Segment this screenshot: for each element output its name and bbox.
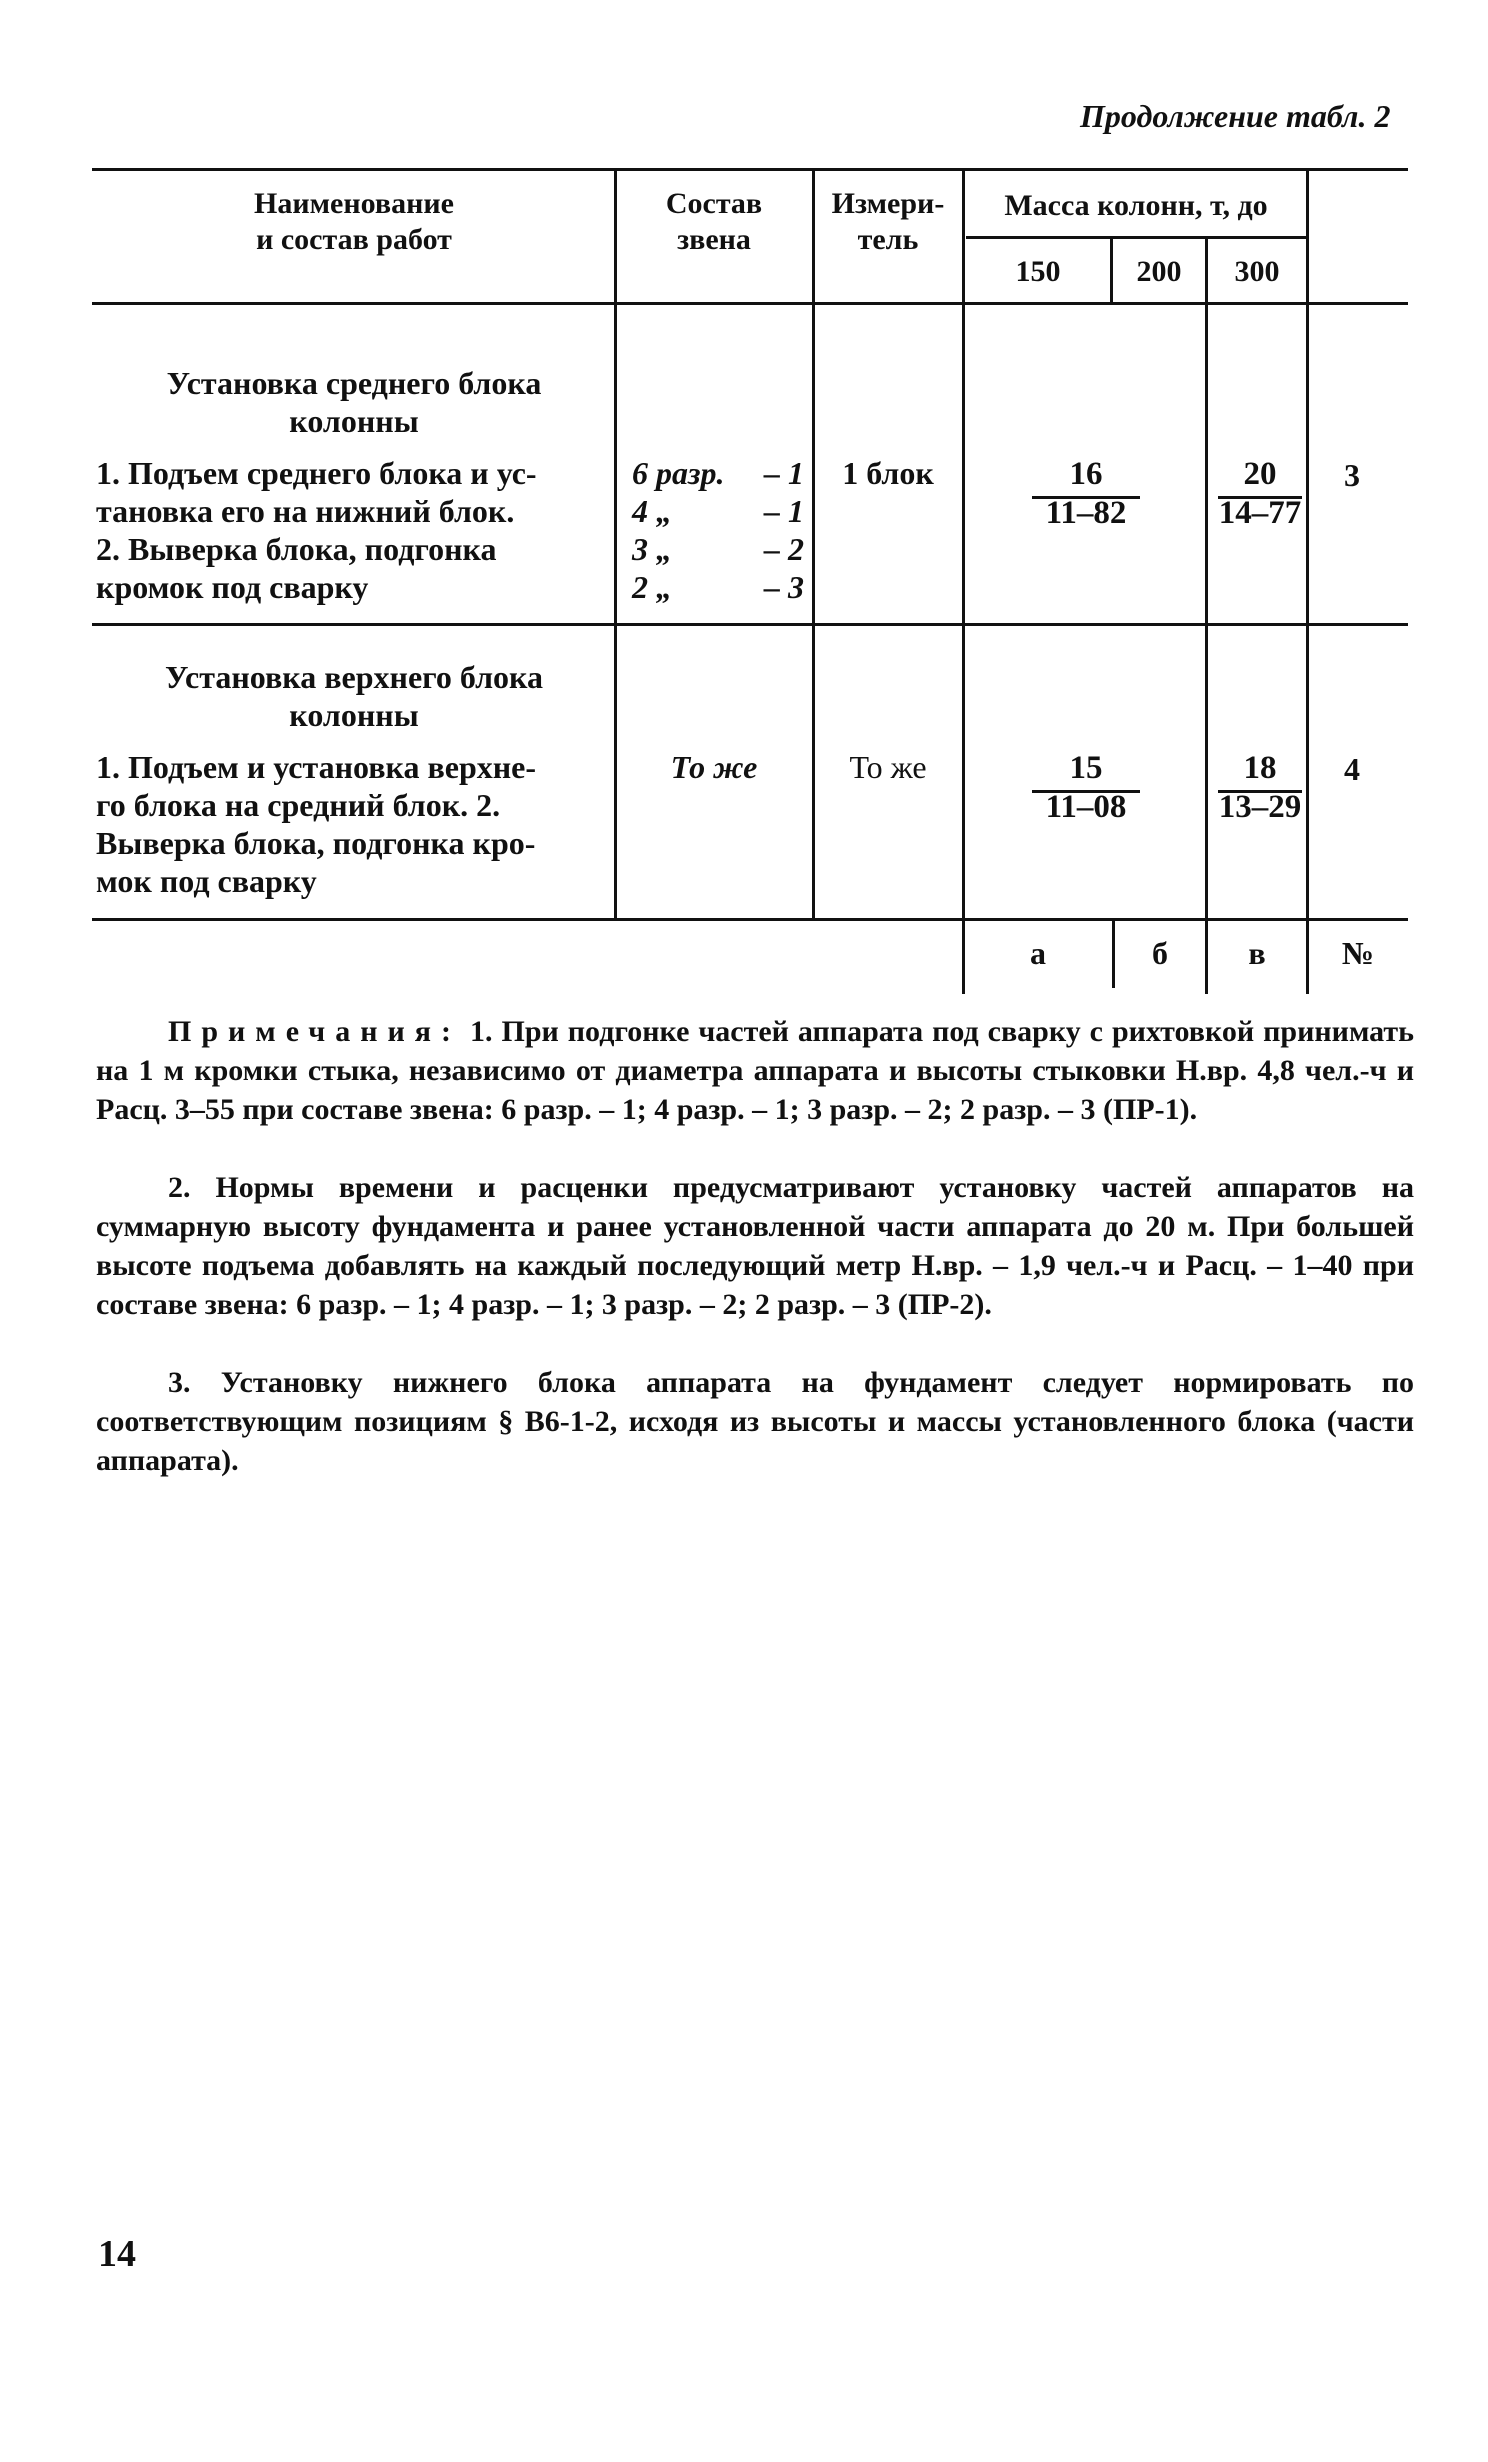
row1-title-line1: Установка среднего блока: [166, 365, 542, 401]
header-bottom-rule: [92, 302, 1408, 305]
row-divider-rule: [92, 623, 1408, 626]
col-divider-3: [962, 168, 965, 994]
crew-count: – 1: [764, 493, 804, 529]
row2-title-line2: колонны: [289, 697, 419, 733]
col-divider-1: [614, 168, 617, 920]
crew-count: – 2: [764, 531, 804, 567]
header-crew-line2: звена: [677, 223, 751, 256]
mass-header-rule: [966, 236, 1306, 239]
col-divider-5: [1205, 236, 1208, 994]
crew-line: [632, 492, 804, 530]
header-name: [96, 186, 612, 258]
header-unit-line2: тель: [857, 223, 919, 256]
footer-col-v: в: [1248, 935, 1266, 971]
header-unit-line1: Измери-: [831, 187, 945, 220]
row1-value-150: [1032, 454, 1140, 533]
header-mass-150: 150: [1015, 255, 1061, 288]
row2-title-line1: Установка верхнего блока: [165, 659, 543, 695]
row2-work-line: го блока на средний блок. 2.: [96, 787, 501, 823]
row1-norm-150: 16: [1069, 456, 1103, 492]
page-number: 14: [98, 2233, 136, 2275]
row1-crew: [632, 454, 804, 606]
col-divider-2: [812, 168, 815, 920]
header-mass: Масса колонн, т, до: [1004, 189, 1268, 222]
crew-grade: 3 „: [632, 531, 672, 567]
note-3: 3. Установку нижнего блока аппарата на фундамент следует нормировать по соответствующим позициям § В6-1-2, исходя из высоты и массы установленного блока (части аппарата).: [96, 1366, 1414, 1477]
row1-title: [96, 364, 612, 440]
row1-value-300: [1218, 454, 1302, 533]
crew-line: [632, 454, 804, 492]
header-mass-300: 300: [1234, 255, 1280, 288]
footer-col-a: а: [1030, 935, 1046, 971]
row2-work-description: [96, 748, 612, 900]
row1-work-line: 2. Выверка блока, подгонка: [96, 531, 497, 567]
header-mass-200: 200: [1136, 255, 1182, 288]
header-crew-line1: Состав: [665, 187, 763, 220]
header-crew: [618, 186, 810, 258]
row1-work-line: кромок под сварку: [96, 569, 369, 605]
row2-work-line: Выверка блока, подгонка кро-: [96, 825, 536, 861]
footer-col-b: б: [1152, 935, 1168, 971]
note-2: 2. Нормы времени и расценки предусматривают установку частей аппаратов на суммарную высоту фундамента и ранее установленной части аппарата до 20 м. При большей высоте подъема добавлять на каждый последующий метр Н.вр. – 1,9 чел.-ч и Расц. – 1–40 при составе звена: 6 разр. – 1; 4 разр. – 1; 3 разр. – 2; 2 разр. – 3 (ПР-2).: [96, 1171, 1414, 1321]
crew-line: [632, 530, 804, 568]
header-unit: [816, 186, 960, 258]
row2-title: [96, 658, 612, 734]
crew-count: – 1: [764, 455, 804, 491]
col-divider-6: [1306, 168, 1309, 994]
row2-work-line: мок под сварку: [96, 863, 317, 899]
row2-norm-150: 15: [1069, 750, 1103, 786]
crew-grade: 6 разр.: [632, 455, 725, 491]
row1-title-line2: колонны: [289, 403, 419, 439]
row1-work-line: 1. Подъем среднего блока и ус-: [96, 455, 537, 491]
row2-rate-300: 13–29: [1218, 789, 1302, 825]
row1-norm-300: 20: [1243, 456, 1277, 492]
row2-value-300: [1218, 748, 1302, 827]
row2-work-line: 1. Подъем и установка верхне-: [96, 749, 537, 785]
footer-col-no: №: [1341, 935, 1375, 971]
row2-rate-150: 11–08: [1045, 789, 1127, 825]
table-continuation-caption: Продолжение табл. 2: [1080, 98, 1391, 134]
row1-work-line: тановка его на нижний блок.: [96, 493, 515, 529]
crew-line: [632, 568, 804, 606]
notes-label: Примечания:: [168, 1015, 462, 1048]
row2-number: 4: [1344, 751, 1360, 787]
row1-rate-150: 11–82: [1045, 495, 1127, 531]
row1-rate-300: 14–77: [1218, 495, 1302, 531]
row2-norm-300: 18: [1243, 750, 1277, 786]
table-bottom-rule: [92, 918, 1408, 921]
crew-count: – 3: [764, 569, 804, 605]
header-name-line2: и состав работ: [256, 223, 452, 256]
row2-unit: То же: [849, 749, 927, 785]
header-name-line1: Наименование: [254, 187, 454, 220]
row1-number: 3: [1344, 457, 1360, 493]
row1-work-description: [96, 454, 612, 606]
row2-crew-same: То же: [670, 749, 758, 785]
note-1-text: 1. При подгонке частей аппарата под сварку с рихтовкой принимать на 1 м кромки стыка, независимо от диаметра аппарата и высоты стыковки Н.вр. 4,8 чел.-ч и Расц. 3–55 при составе звена: 6 разр. – 1; 4 разр. – 1; 3 разр. – 2; 2 разр. – 3 (ПР-1).: [96, 1015, 1415, 1126]
crew-grade: 2 „: [632, 569, 672, 605]
table-top-rule: [92, 168, 1408, 171]
note-1: [96, 1012, 1414, 1129]
crew-grade: 4 „: [632, 493, 672, 529]
row1-unit: 1 блок: [842, 455, 934, 491]
row2-value-150: [1032, 748, 1140, 827]
